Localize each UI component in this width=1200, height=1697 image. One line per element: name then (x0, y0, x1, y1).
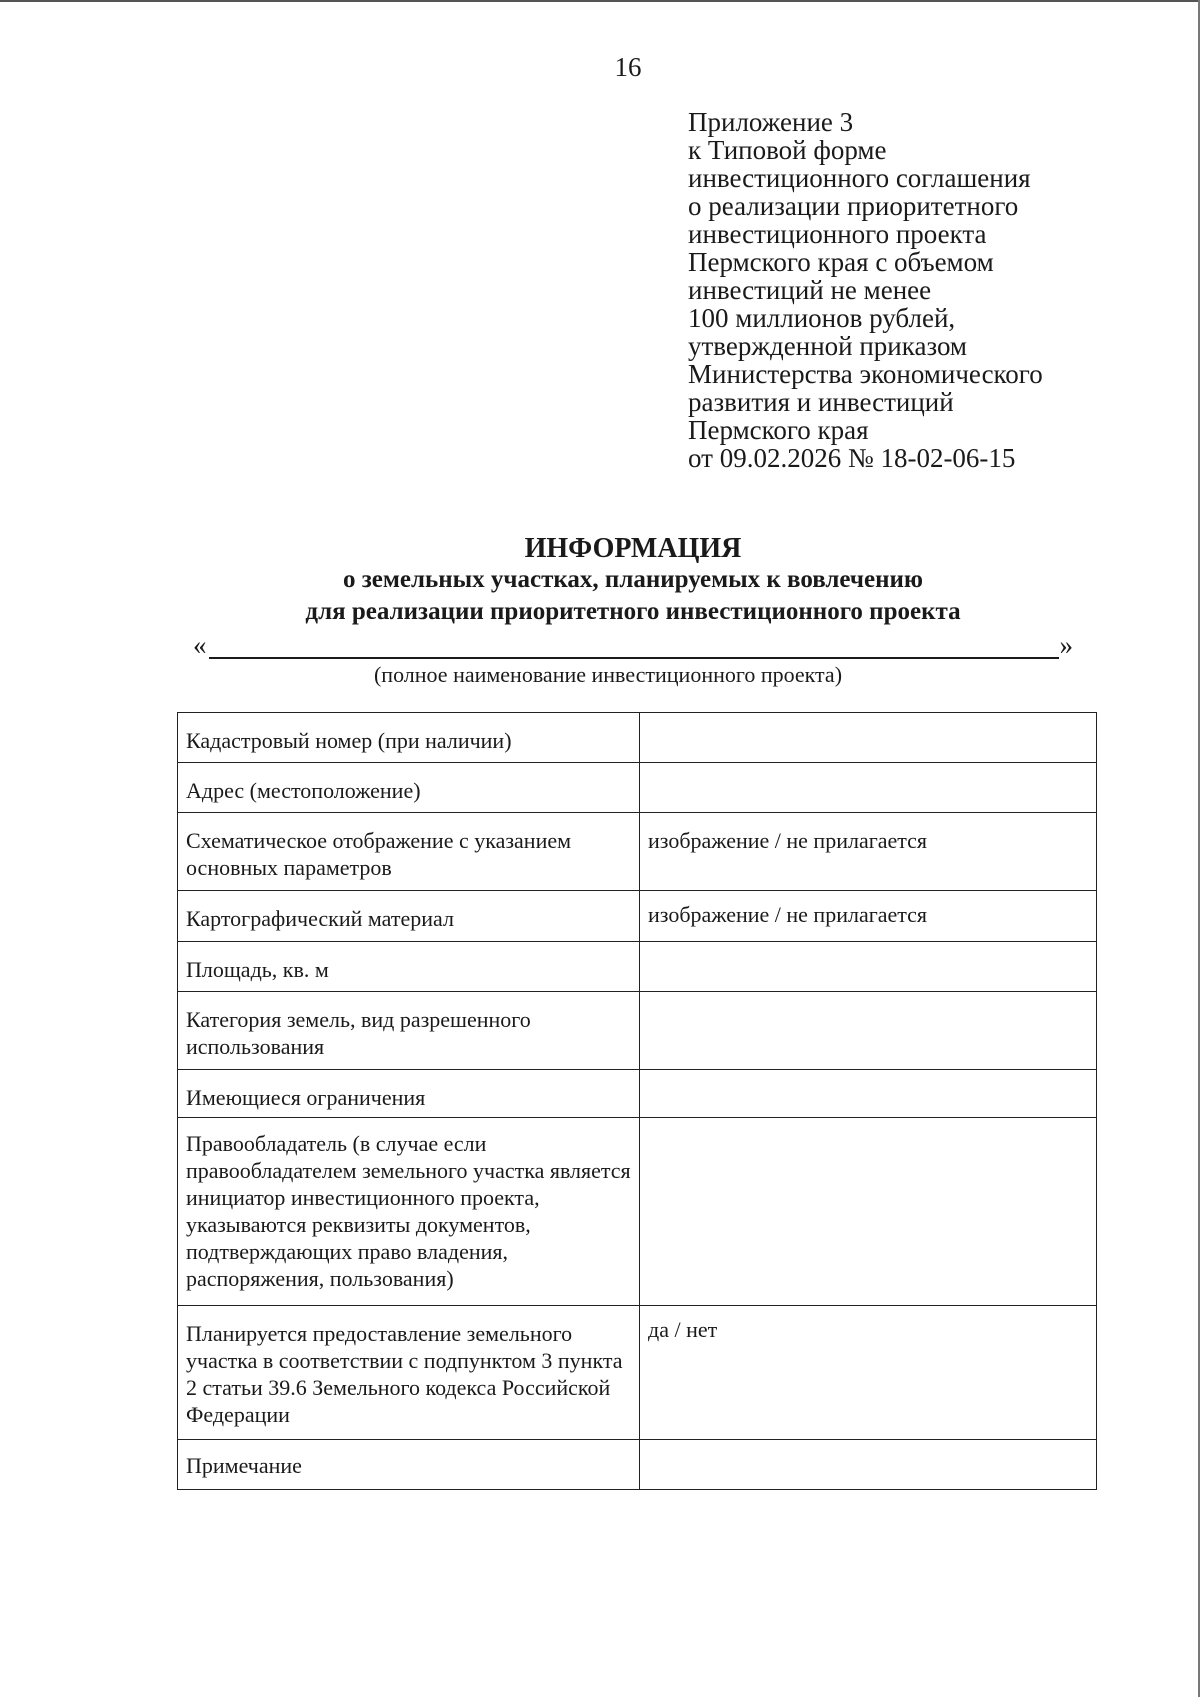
row-label: Площадь, кв. м (178, 942, 640, 992)
row-label: Примечание (178, 1440, 640, 1490)
appendix-block (688, 108, 1043, 472)
table-row (178, 992, 1097, 1070)
quote-close: » (1059, 630, 1073, 660)
land-plot-info-table (177, 712, 1097, 1490)
appendix-line: о реализации приоритетного (688, 191, 1019, 221)
page-edge-top (0, 0, 1200, 2)
project-name-caption: (полное наименование инвестиционного проекта) (373, 662, 843, 687)
appendix-line: инвестиционного проекта (688, 219, 987, 249)
table-row (178, 1070, 1097, 1118)
project-name-field (193, 630, 1073, 664)
table-row (178, 713, 1097, 763)
appendix-line: Приложение 3 (688, 107, 854, 137)
row-value (640, 1118, 1097, 1306)
row-label: Адрес (местоположение) (178, 763, 640, 813)
appendix-line: 100 миллионов рублей, (688, 303, 956, 333)
appendix-line: Министерства экономического (688, 359, 1043, 389)
table-row (178, 763, 1097, 813)
row-label: Схематическое отображение с указанием основных параметров (178, 813, 640, 891)
document-subtitle-line-2: для реализации приоритетного инвестиционного проекта (305, 598, 961, 625)
row-value (640, 942, 1097, 992)
row-value: изображение / не прилагается (640, 891, 1097, 942)
appendix-line: развития и инвестиций (688, 387, 954, 417)
row-value: изображение / не прилагается (640, 813, 1097, 891)
table-row (178, 891, 1097, 942)
row-label: Имеющиеся ограничения (178, 1070, 640, 1118)
appendix-line: утвержденной приказом (688, 331, 968, 361)
appendix-line: Пермского края с объемом (688, 247, 994, 277)
row-value (640, 763, 1097, 813)
row-label: Картографический материал (178, 891, 640, 942)
row-label: Кадастровый номер (при наличии) (178, 713, 640, 763)
row-label: Категория земель, вид разрешенного использования (178, 992, 640, 1070)
row-value: да / нет (640, 1306, 1097, 1440)
appendix-line: Пермского края (688, 415, 869, 445)
row-value (640, 992, 1097, 1070)
appendix-line: к Типовой форме (688, 135, 887, 165)
appendix-line: инвестиционного соглашения (688, 163, 1031, 193)
table-row (178, 1440, 1097, 1490)
document-title: ИНФОРМАЦИЯ (524, 533, 742, 564)
appendix-line: от 09.02.2026 № 18-02-06-15 (688, 443, 1016, 473)
row-value (640, 1070, 1097, 1118)
row-label: Правообладатель (в случае если правообладателем земельного участка является инициатор инвестиционного проекта, указываются реквизиты документов, подтверждающих право владения, распоряжения, пользования) (178, 1118, 640, 1306)
page-number: 16 (614, 52, 642, 82)
project-name-underline (209, 657, 1059, 659)
table-row (178, 1306, 1097, 1440)
document-subtitle-line-1: о земельных участках, планируемых к вовлечению (342, 566, 924, 593)
table-row (178, 1118, 1097, 1306)
table-row (178, 942, 1097, 992)
quote-open: « (193, 630, 207, 660)
appendix-line: инвестиций не менее (688, 275, 932, 305)
row-label: Планируется предоставление земельного участка в соответствии с подпунктом 3 пункта 2 статьи 39.6 Земельного кодекса Российской Федерации (178, 1306, 640, 1440)
row-value (640, 1440, 1097, 1490)
row-value (640, 713, 1097, 763)
table-row (178, 813, 1097, 891)
